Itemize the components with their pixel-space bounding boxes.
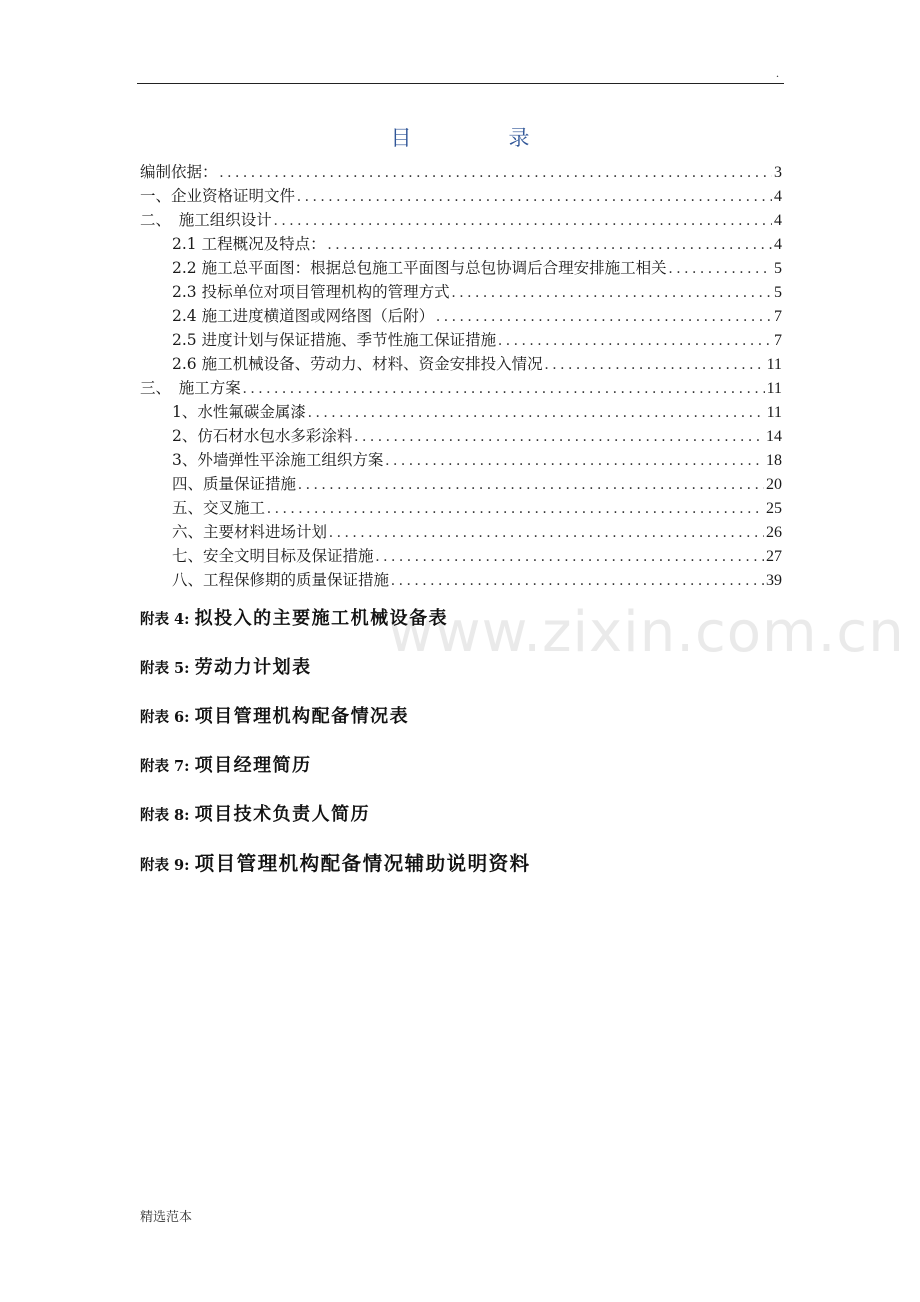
appendix-item: [140, 702, 800, 751]
toc-entry-label: 六、主要材料进场计划: [172, 523, 328, 541]
toc-dot-leader: [327, 521, 764, 544]
appendix-item: [140, 751, 800, 800]
appendix-prefix: 附表 8:: [140, 807, 190, 824]
toc-entry[interactable]: [140, 304, 782, 328]
toc-entry-page-number: 11: [766, 404, 782, 421]
toc-entry[interactable]: [140, 256, 782, 280]
toc-dot-leader: [326, 233, 772, 256]
toc-entry-page-number: 27: [766, 548, 782, 565]
appendix-item: [140, 653, 800, 702]
header-mark: .: [776, 66, 779, 80]
toc-entry-page-number: 20: [766, 476, 782, 493]
toc-entry-page-number: 25: [766, 500, 782, 517]
toc-entry-page-number: 7: [774, 308, 782, 325]
footer-text: 精选范本: [140, 1210, 193, 1225]
toc-entry-label: 一、企业资格证明文件: [140, 187, 296, 205]
toc-entry-label: 3、外墙弹性平涂施工组织方案: [172, 451, 384, 469]
toc-dot-leader: [667, 257, 772, 280]
toc-dot-leader: [450, 281, 772, 304]
toc-entry[interactable]: [140, 208, 782, 232]
toc-entry-label: 1、水性氟碳金属漆: [172, 403, 306, 421]
toc-entry-label: 五、交叉施工: [172, 499, 266, 517]
table-of-contents: [140, 160, 782, 592]
appendix-item: [140, 604, 800, 653]
toc-entry[interactable]: [140, 184, 782, 208]
toc-entry[interactable]: [140, 280, 782, 304]
toc-entry-label: 2.6 施工机械设备、劳动力、材料、资金安排投入情况: [172, 355, 543, 373]
toc-entry-page-number: 18: [766, 452, 782, 469]
toc-entry[interactable]: [140, 448, 782, 472]
toc-entry-label: 2.1 工程概况及特点：: [172, 235, 326, 253]
toc-entry-page-number: 3: [774, 164, 782, 181]
toc-entry-label: 2.3 投标单位对项目管理机构的管理方式: [172, 283, 450, 301]
toc-entry-label: 二、 施工组织设计: [140, 211, 272, 229]
toc-entry-label: 七、安全文明目标及保证措施: [172, 547, 374, 565]
appendix-list: [140, 604, 800, 898]
toc-entry[interactable]: [140, 400, 782, 424]
toc-entry-label: 2.4 施工进度横道图或网络图（后附）: [172, 307, 435, 325]
appendix-prefix: 附表 4:: [140, 611, 190, 628]
toc-entry-label: 八、工程保修期的质量保证措施: [172, 571, 390, 589]
toc-entry-label: 2.2 施工总平面图：根据总包施工平面图与总包协调后合理安排施工相关: [172, 259, 667, 277]
appendix-prefix: 附表 9:: [140, 857, 190, 874]
appendix-item: [140, 800, 800, 849]
toc-entry-label: 编制依据：: [140, 163, 218, 181]
toc-entry-label: 2.5 进度计划与保证措施、季节性施工保证措施: [172, 331, 497, 349]
appendix-title: 劳动力计划表: [194, 657, 312, 678]
toc-entry[interactable]: [140, 376, 782, 400]
appendix-prefix: 附表 7:: [140, 758, 190, 775]
toc-entry-label: 四、质量保证措施: [172, 475, 297, 493]
toc-entry[interactable]: [140, 520, 782, 544]
toc-dot-leader: [296, 473, 764, 496]
toc-entry-page-number: 26: [766, 524, 782, 541]
toc-dot-leader: [295, 185, 772, 208]
appendix-item: [140, 849, 800, 898]
toc-entry[interactable]: [140, 328, 782, 352]
toc-entry[interactable]: [140, 472, 782, 496]
toc-entry-label: 三、 施工方案: [140, 379, 241, 397]
toc-dot-leader: [543, 353, 765, 376]
toc-entry[interactable]: [140, 568, 782, 592]
toc-entry-page-number: 39: [766, 572, 782, 589]
toc-entry[interactable]: [140, 496, 782, 520]
toc-entry-page-number: 4: [774, 236, 782, 253]
toc-entry[interactable]: [140, 544, 782, 568]
toc-dot-leader: [306, 401, 765, 424]
toc-entry-page-number: 14: [766, 428, 782, 445]
toc-entry-page-number: 11: [766, 356, 782, 373]
toc-dot-leader: [374, 545, 764, 568]
toc-entry-page-number: 5: [774, 260, 782, 277]
appendix-title: 项目管理机构配备情况辅助说明资料: [194, 852, 531, 875]
toc-entry[interactable]: [140, 160, 782, 184]
appendix-title: 项目技术负责人简历: [194, 804, 371, 825]
toc-entry[interactable]: [140, 424, 782, 448]
toc-dot-leader: [352, 425, 764, 448]
toc-dot-leader: [272, 209, 772, 232]
toc-entry-page-number: 7: [774, 332, 782, 349]
toc-dot-leader: [434, 305, 772, 328]
toc-entry-page-number: 5: [774, 284, 782, 301]
appendix-prefix: 附表 5:: [140, 660, 190, 677]
toc-entry-page-number: 11: [766, 380, 782, 397]
toc-dot-leader: [241, 377, 765, 400]
toc-dot-leader: [389, 569, 764, 592]
toc-dot-leader: [218, 161, 772, 184]
toc-dot-leader: [383, 449, 764, 472]
toc-title: 目 录: [390, 126, 568, 150]
toc-dot-leader: [265, 497, 764, 520]
toc-dot-leader: [496, 329, 772, 352]
toc-entry-label: 2、仿石材水包水多彩涂料: [172, 427, 353, 445]
toc-entry[interactable]: [140, 232, 782, 256]
header-rule: [137, 83, 784, 84]
appendix-prefix: 附表 6:: [140, 709, 190, 726]
appendix-title: 项目经理简历: [194, 755, 312, 776]
watermark: www.zixin.com.cn: [388, 600, 905, 665]
toc-entry[interactable]: [140, 352, 782, 376]
appendix-title: 项目管理机构配备情况表: [194, 706, 410, 727]
toc-entry-page-number: 4: [774, 212, 782, 229]
appendix-title: 拟投入的主要施工机械设备表: [194, 608, 449, 629]
toc-entry-page-number: 4: [774, 188, 782, 205]
